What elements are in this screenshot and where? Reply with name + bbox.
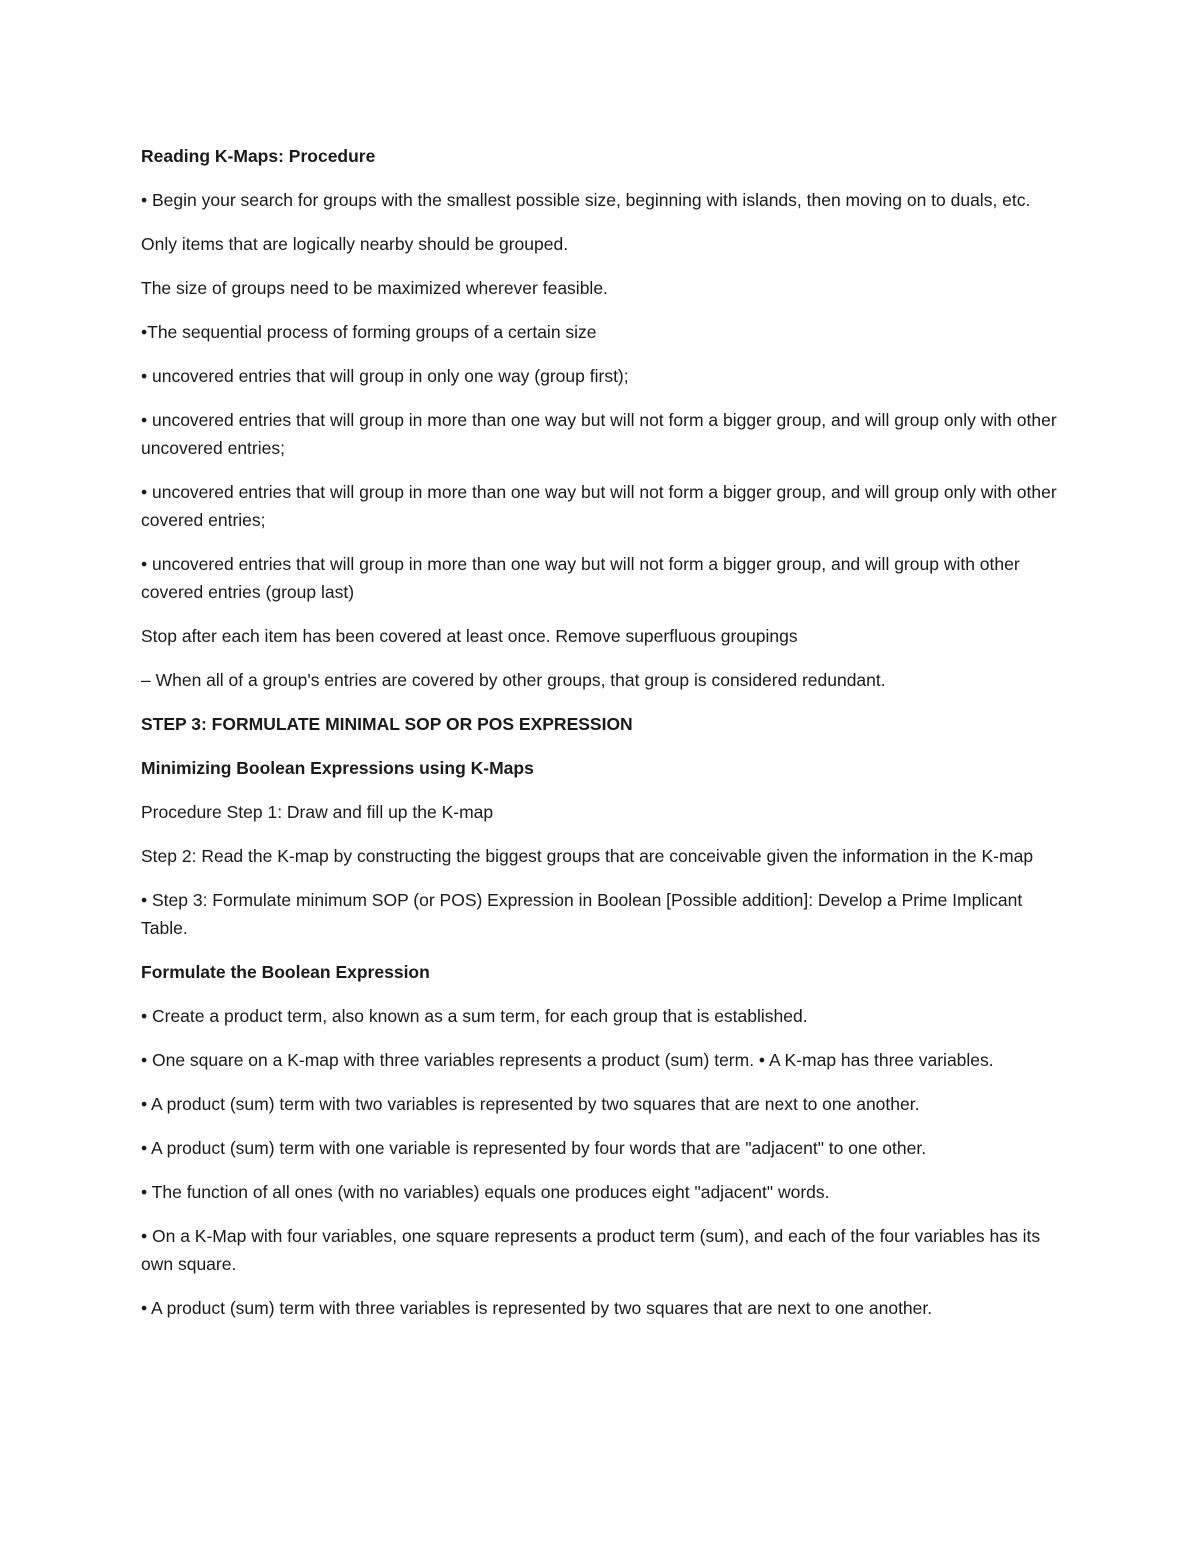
heading-formulate: Formulate the Boolean Expression — [141, 962, 430, 982]
bullet-begin-search: • Begin your search for groups with the smallest possible size, beginning with islands, then moving on to duals, etc. — [141, 190, 1031, 210]
bullet-two-variables: • A product (sum) term with two variables is represented by two squares that are next to one another. — [141, 1094, 920, 1114]
bullet-step-3: • Step 3: Formulate minimum SOP (or POS) Expression in Boolean [Possible addition]: Develop a Prime Implicant Table. — [141, 890, 1023, 938]
bullet-three-variables: • A product (sum) term with three variables is represented by two squares that are next to one another. — [141, 1298, 933, 1318]
bullet-four-variables: • On a K-Map with four variables, one square represents a product term (sum), and each of the four variables has its own square. — [141, 1226, 1041, 1274]
paragraph-redundant: – When all of a group's entries are covered by other groups, that group is considered redundant. — [141, 670, 886, 690]
paragraph-stop-after: Stop after each item has been covered at least once. Remove superfluous groupings — [141, 626, 798, 646]
document-page — [141, 142, 1061, 1338]
bullet-one-variable: • A product (sum) term with one variable is represented by four words that are "adjacent" to one other. — [141, 1138, 927, 1158]
bullet-sequential-process: •The sequential process of forming groups of a certain size — [141, 322, 597, 342]
paragraph-maximize-groups: The size of groups need to be maximized wherever feasible. — [141, 278, 608, 298]
bullet-all-ones: • The function of all ones (with no variables) equals one produces eight "adjacent" words. — [141, 1182, 830, 1202]
bullet-group-uncovered: • uncovered entries that will group in more than one way but will not form a bigger group, and will group only with other uncovered entries; — [141, 410, 1057, 458]
bullet-group-one-way: • uncovered entries that will group in only one way (group first); — [141, 366, 629, 386]
heading-step-3: STEP 3: FORMULATE MINIMAL SOP OR POS EXPRESSION — [141, 714, 633, 734]
paragraph-step-1: Procedure Step 1: Draw and fill up the K-map — [141, 802, 494, 822]
heading-minimizing: Minimizing Boolean Expressions using K-Maps — [141, 758, 534, 778]
bullet-one-square-three-vars: • One square on a K-map with three variables represents a product (sum) term. • A K-map has three variables. — [141, 1050, 994, 1070]
bullet-group-last: • uncovered entries that will group in more than one way but will not form a bigger group, and will group with other covered entries (group last) — [141, 554, 1020, 602]
paragraph-logically-nearby: Only items that are logically nearby should be grouped. — [141, 234, 569, 254]
bullet-create-product-term: • Create a product term, also known as a sum term, for each group that is established. — [141, 1006, 808, 1026]
heading-reading-kmaps: Reading K-Maps: Procedure — [141, 146, 376, 166]
bullet-group-covered: • uncovered entries that will group in more than one way but will not form a bigger group, and will group only with other covered entries; — [141, 482, 1057, 530]
paragraph-step-2: Step 2: Read the K-map by constructing the biggest groups that are conceivable given the information in the K-map — [141, 846, 1034, 866]
